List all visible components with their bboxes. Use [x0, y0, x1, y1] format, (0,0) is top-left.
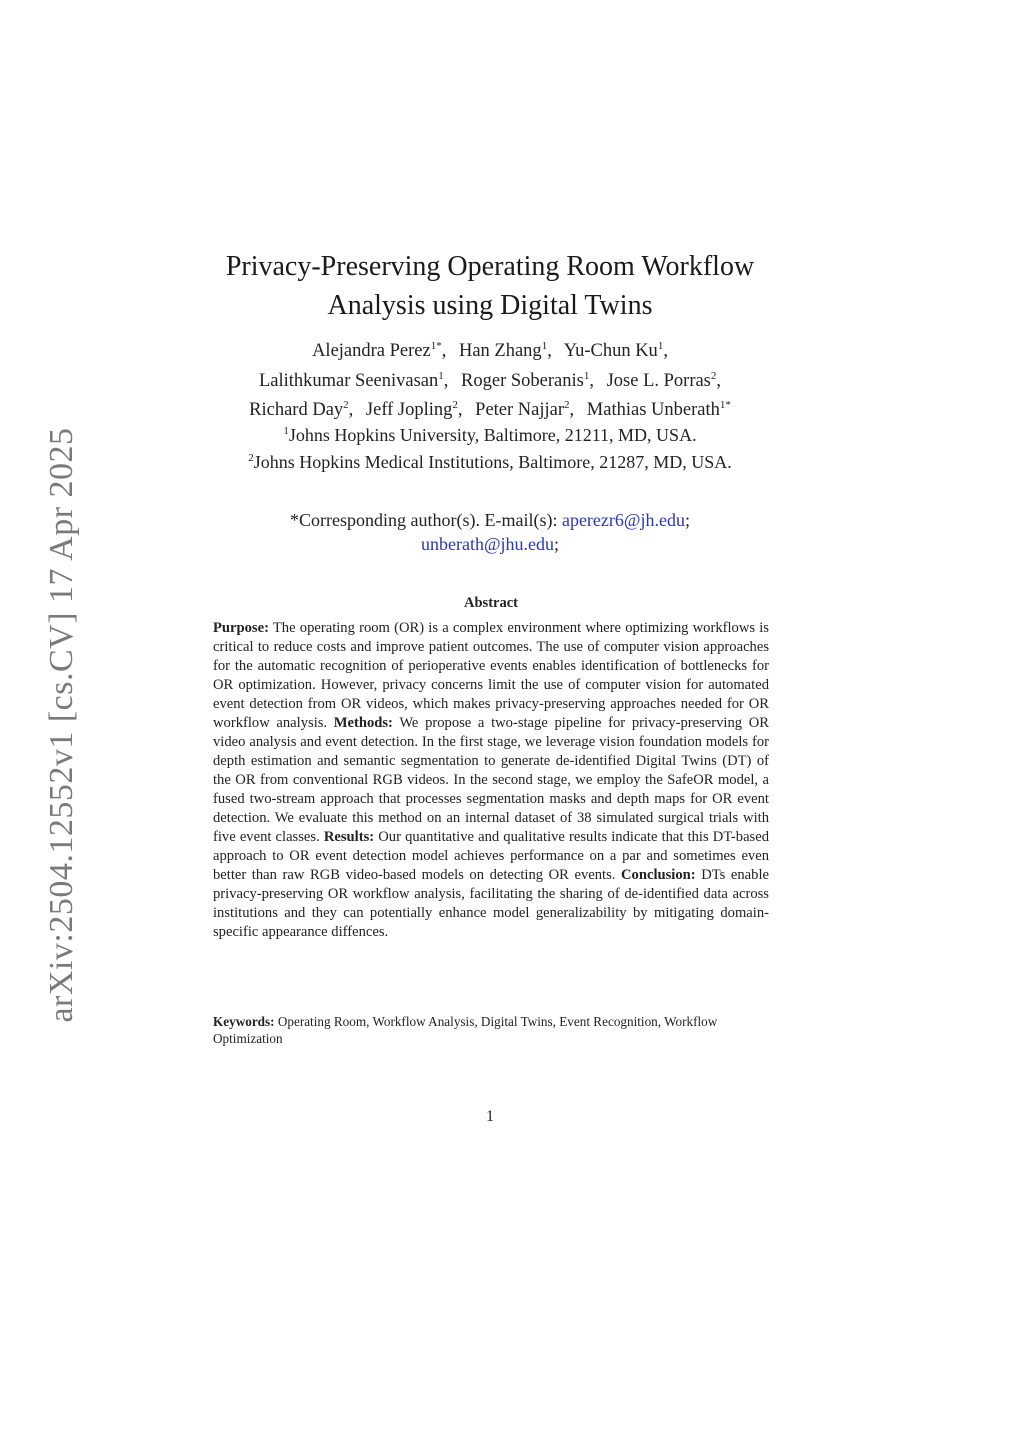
methods-label: Methods:	[333, 715, 393, 731]
author-line-3	[160, 393, 820, 423]
purpose-label: Purpose:	[213, 620, 269, 636]
affiliation-2: $^2$Johns Hopkins Medical Institutions, Baltimore, 21287, MD, USA.	[248, 452, 732, 472]
author: Jose L. Porras$^2$,	[606, 369, 722, 391]
affiliations	[160, 420, 820, 474]
email-link-2[interactable]: unberath@jhu.edu	[420, 534, 555, 554]
author: Alejandra Perez$^{1*}$,	[312, 340, 447, 362]
author-line-2	[160, 364, 820, 394]
keywords: Keywords: Operating Room, Workflow Analysis, Digital Twins, Event Recognition, Workflow Optimization	[213, 1014, 718, 1046]
author-list	[160, 334, 820, 423]
page-number: 1	[486, 1108, 494, 1125]
author-line-1	[160, 334, 820, 364]
author: Han Zhang$^1$,	[458, 340, 552, 362]
abstract-body: Purpose: The operating room (OR) is a complex environment where optimizing workflows is critical to reduce costs and improve patient outcomes. The use of computer vision approaches for the automatic recognition of perioperative events enables identification of bottlenecks for OR optimization. However, privacy concerns limit the use of computer vision for automated event detection from OR videos, which makes privacy-preserving approaches needed for OR workflow analysis. Methods: We propose a two-stage pipeline for privacy-preserving OR video analysis and event detection. In the first stage, we leverage vision foundation models for depth estimation and semantic segmentation to generate de-identified Digital Twins (DT) of the OR from conventional RGB videos. In the second stage, we employ the SafeOR model, a fused two-stream approach that processes segmentation masks and depth maps for OR event detection. We evaluate this method on an internal dataset of 38 simulated surgical trials with five event classes. Results: Our quantitative and qualitative results indicate that this DT-based approach to OR event detection model achieves performance on a par and sometimes even better than raw RGB video-based models on detecting OR events. Conclusion: DTs enable privacy-preserving OR workflow analysis, facilitating the sharing of de-identified data across institutions and they can potentially enhance model generalizability by mitigating domain-specific appearance diffences.	[213, 620, 769, 940]
affiliation-1: $^1$Johns Hopkins University, Baltimore, 21211, MD, USA.	[283, 425, 697, 445]
arxiv-identifier-stamp: arXiv:2504.12552v1 [cs.CV] 17 Apr 2025	[43, 427, 80, 1023]
conclusion-label: Conclusion:	[621, 867, 696, 883]
author: Roger Soberanis$^1$,	[461, 369, 594, 391]
title-line-2: Analysis using Digital Twins	[327, 289, 653, 321]
author: Lalithkumar Seenivasan$^1$,	[258, 369, 449, 391]
keywords-label: Keywords:	[213, 1014, 275, 1029]
author: Yu-Chun Ku$^1$,	[563, 340, 668, 362]
title-line-1: Privacy-Preserving Operating Room Workflow	[225, 250, 755, 282]
email-link-1[interactable]: aperezr6@jh.edu	[561, 510, 685, 530]
author: Peter Najjar$^2$,	[475, 399, 575, 421]
paper-title	[190, 247, 790, 325]
corresponding-author: *Corresponding author(s). E-mail(s): aperezr6@jh.edu; unberath@jhu.edu;	[290, 510, 690, 554]
author: Jeff Jopling$^2$,	[365, 399, 463, 421]
results-label: Results:	[323, 829, 375, 845]
abstract-heading: Abstract	[464, 595, 518, 611]
author: Richard Day$^2$,	[249, 399, 354, 421]
author: Mathias Unberath$^{1*}$	[586, 399, 731, 421]
